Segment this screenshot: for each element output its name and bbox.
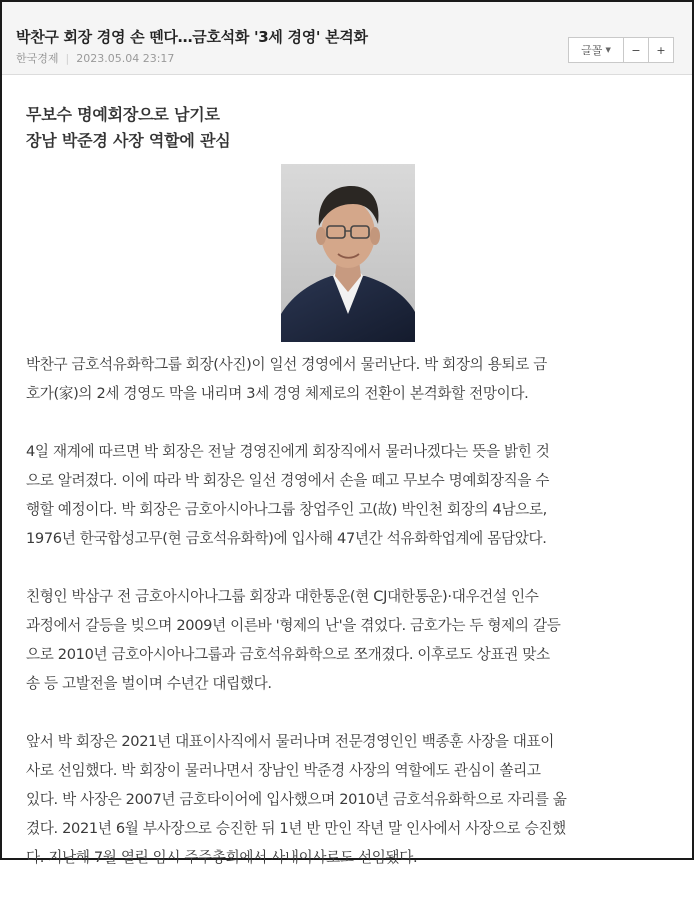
- text-line: 행할 예정이다. 박 회장은 금호아시아나그룹 창업주인 고(故) 박인천 회장의 4남으로,: [26, 501, 547, 518]
- article-meta: [16, 50, 174, 66]
- text-line: 겼다. 2021년 6월 부사장으로 승진한 뒤 1년 반 만인 작년 말 인사에서 사장으로 승진했: [26, 820, 566, 837]
- font-toolbar: [568, 37, 674, 63]
- plus-icon: +: [656, 43, 666, 57]
- font-select-label: 글꼴: [581, 44, 603, 57]
- article-header: [2, 2, 692, 75]
- paragraph-1: [26, 350, 676, 408]
- paragraph-3: [26, 582, 676, 698]
- publish-datetime: 2023.05.04 23:17: [76, 52, 175, 65]
- text-line: 호가(家)의 2세 경영도 막을 내리며 3세 경영 체제로의 전환이 본격화할 전망이다.: [26, 385, 529, 402]
- text-line: 있다. 박 사장은 2007년 금호타이어에 입사했으며 2010년 금호석유화학으로 자리를 옮: [26, 791, 567, 808]
- increase-font-button[interactable]: [648, 38, 673, 62]
- text-line: 친형인 박삼구 전 금호아시아나그룹 회장과 대한통운(현 CJ대한통운)·대우건설 인수: [26, 588, 539, 605]
- article-subhead-1: 무보수 명예회장으로 남기로: [26, 105, 220, 124]
- article-subhead-2: 장남 박준경 사장 역할에 관심: [26, 131, 231, 150]
- text-line: 앞서 박 회장은 2021년 대표이사직에서 물러나며 전문경영인인 백종훈 사장을 대표이: [26, 733, 555, 750]
- meta-divider: |: [65, 52, 70, 65]
- caret-down-icon: ▼: [605, 46, 611, 54]
- text-line: 으로 2010년 금호아시아나그룹과 금호석유화학으로 쪼개졌다. 이후로도 상표권 맞소: [26, 646, 550, 663]
- text-line: 사로 선임했다. 박 회장이 물러나면서 장남인 박준경 사장의 역할에도 관심이 쏠리고: [26, 762, 541, 779]
- text-line: 4일 재계에 따르면 박 회장은 전날 경영진에게 회장직에서 물러나겠다는 뜻을 밝힌 것: [26, 443, 550, 460]
- article-photo: [281, 164, 415, 342]
- article-body: [26, 102, 676, 901]
- font-select-button[interactable]: [569, 38, 623, 62]
- minus-icon: −: [631, 43, 641, 57]
- portrait-image: [281, 164, 415, 342]
- text-line: 송 등 고발전을 벌이며 수년간 대립했다.: [26, 675, 272, 692]
- article-title: 박찬구 회장 경영 손 뗀다…금호석화 '3세 경영' 본격화: [16, 28, 368, 46]
- paragraph-4: [26, 727, 676, 872]
- paragraph-2: [26, 437, 676, 553]
- source-name: 한국경제: [16, 52, 59, 65]
- text-line: 으로 알려졌다. 이에 따라 박 회장은 일선 경영에서 손을 떼고 무보수 명예회장직을 수: [26, 472, 550, 489]
- text-line: 박찬구 금호석유화학그룹 회장(사진)이 일선 경영에서 물러난다. 박 회장의 용퇴로 금: [26, 356, 547, 373]
- decrease-font-button[interactable]: [623, 38, 648, 62]
- text-line: 1976년 한국합성고무(현 금호석유화학)에 입사해 47년간 석유화학업계에 몸담았다.: [26, 530, 547, 547]
- article-text: [26, 350, 676, 872]
- text-line: 과정에서 갈등을 빚으며 2009년 이른바 '형제의 난'을 겪었다. 금호가는 두 형제의 갈등: [26, 617, 561, 634]
- text-line: 다. 지난해 7월 열린 임시 주주총회에서 사내이사로도 선임됐다.: [26, 849, 418, 866]
